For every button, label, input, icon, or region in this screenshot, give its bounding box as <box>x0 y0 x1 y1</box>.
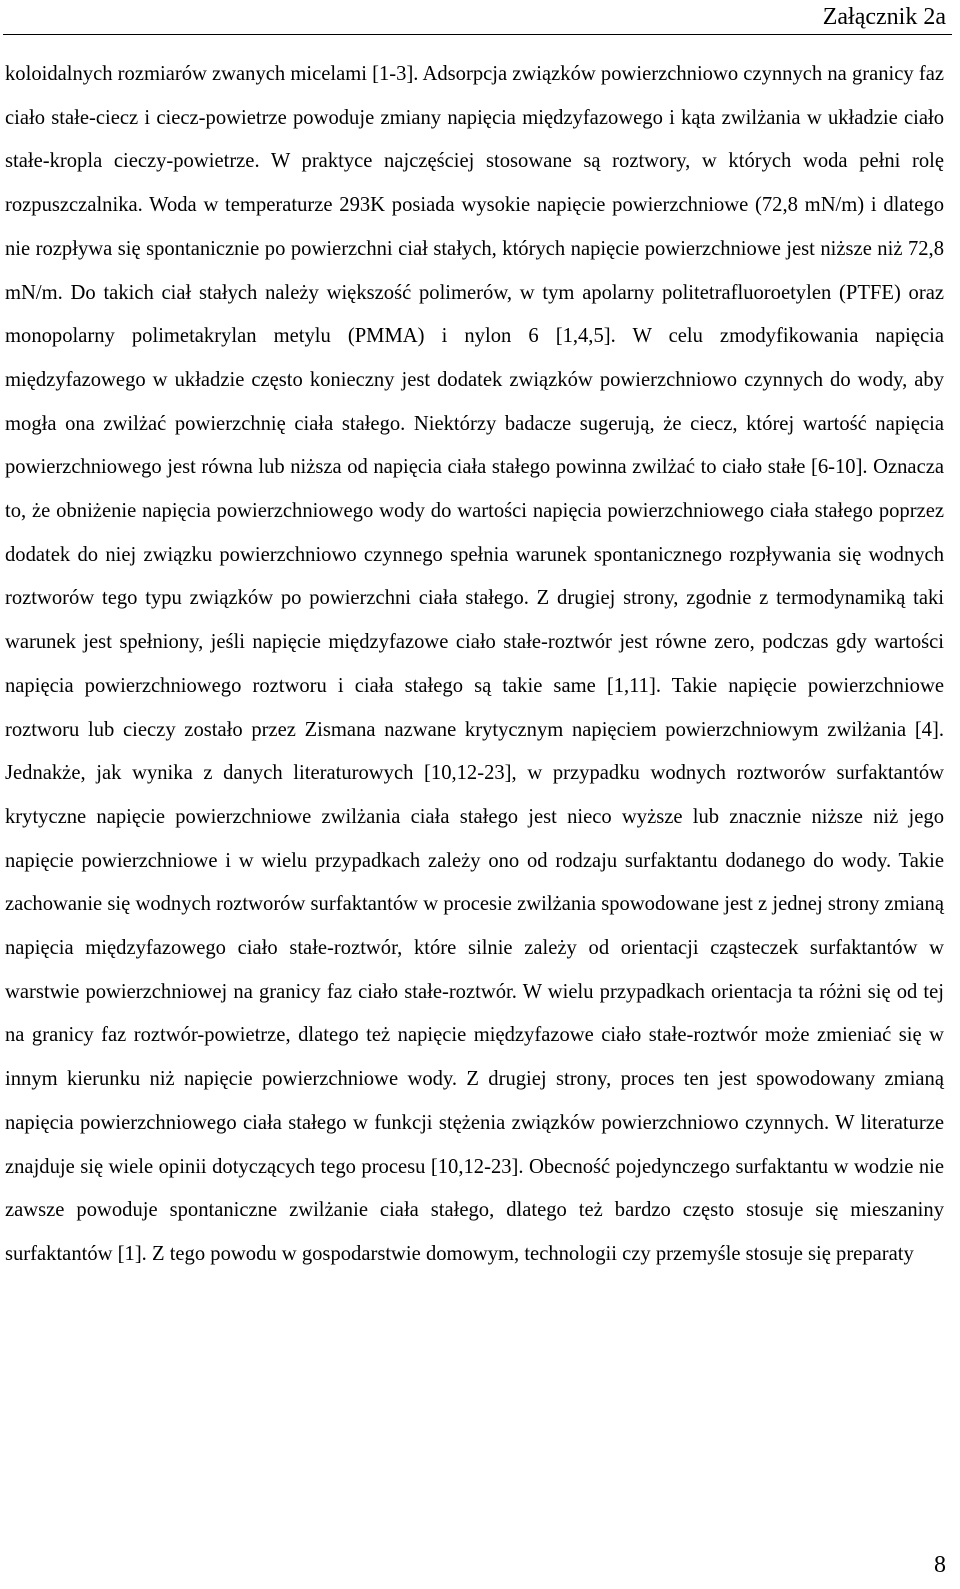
page-number: 8 <box>934 1552 946 1578</box>
page-header-label: Załącznik 2a <box>822 4 946 30</box>
body-paragraph: koloidalnych rozmiarów zwanych micelami [1-3]. Adsorpcja związków powierzchniowo czynnych na granicy faz ciało stałe-ciecz i ciecz-powietrze powoduje zmiany napięcia międzyfazowego i kąta zwilżania w układzie ciało stałe-kropla cieczy-powietrze. W praktyce najczęściej stosowane są roztwory, w których woda pełni rolę rozpuszczalnika. Woda w temperaturze 293K posiada wysokie napięcie powierzchniowe (72,8 mN/m) i dlatego nie rozpływa się spontanicznie po powierzchni ciał stałych, których napięcie powierzchniowe jest niższe niż 72,8 mN/m. Do takich ciał stałych należy większość polimerów, w tym apolarny politetrafluoroetylen (PTFE) oraz monopolarny polimetakrylan metylu (PMMA) i nylon 6 [1,4,5]. W celu zmodyfikowania napięcia międzyfazowego w układzie często konieczny jest dodatek związków powierzchniowo czynnych do wody, aby mogła ona zwilżać powierzchnię ciała stałego. Niektórzy badacze sugerują, że ciecz, której wartość napięcia powierzchniowego jest równa lub niższa od napięcia ciała stałego powinna zwilżać to ciało stałe [6-10]. Oznacza to, że obniżenie napięcia powierzchniowego wody do wartości napięcia powierzchniowego ciała stałego poprzez dodatek do niej związku powierzchniowo czynnego spełnia warunek spontanicznego rozpływania się wodnych roztworów tego typu związków po powierzchni ciała stałego. Z drugiej strony, zgodnie z termodynamiką taki warunek jest spełniony, jeśli napięcie międzyfazowe ciało stałe-roztwór jest równe zero, podczas gdy wartości napięcia powierzchniowego roztworu i ciała stałego są takie same [1,11]. Takie napięcie powierzchniowe roztworu lub cieczy zostało przez Zismana nazwane krytycznym napięciem powierzchniowym zwilżania [4]. Jednakże, jak wynika z danych literaturowych [10,12-23], w przypadku wodnych roztworów surfaktantów krytyczne napięcie powierzchniowe zwilżania ciała stałego jest nieco wyższe lub znacznie niższe niż jego napięcie powierzchniowe i w wielu przypadkach zależy ono od rodzaju surfaktantu dodanego do wody. Takie zachowanie się wodnych roztworów surfaktantów w procesie zwilżania spowodowane jest z jednej strony zmianą napięcia międzyfazowego ciało stałe-roztwór, które silnie zależy od orientacji cząsteczek surfaktantów w warstwie powierzchniowej na granicy faz ciało stałe-roztwór. W wielu przypadkach orientacja ta różni się od tej na granicy faz roztwór-powietrze, dlatego też napięcie międzyfazowe ciało stałe-roztwór może zmieniać się w innym kierunku niż napięcie powierzchniowe wody. Z drugiej strony, proces ten jest spowodowany zmianą napięcia powierzchniowego ciała stałego w funkcji stężenia związków powierzchniowo czynnych. W literaturze znajduje się wiele opinii dotyczących tego procesu [10,12-23]. Obecność pojedynczego surfaktantu w wodzie nie zawsze powoduje spontaniczne zwilżanie ciała stałego, dlatego też bardzo często stosuje się mieszaniny surfaktantów [1]. Z tego powodu w gospodarstwie domowym, technologii czy przemyśle stosuje się preparaty <box>5 63 944 1265</box>
header-divider <box>3 34 952 35</box>
